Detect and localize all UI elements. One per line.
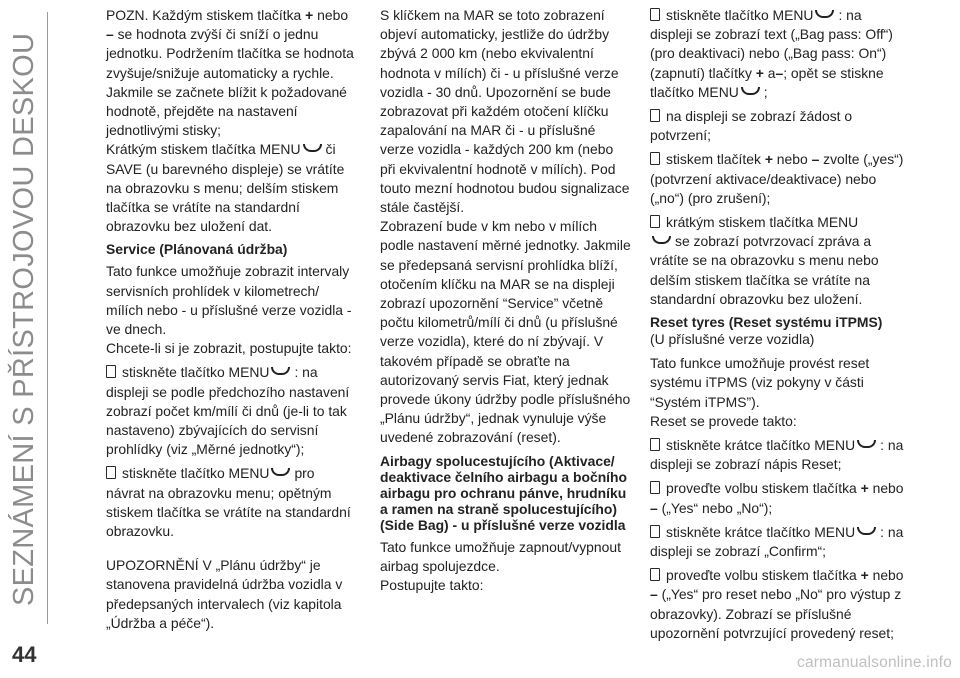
list-item: stiskněte krátce tlačítko MENU : na displeji se zobrazí nápis Reset;: [650, 437, 904, 473]
watermark: carmanualsonline.info: [797, 654, 952, 671]
page-number: 44: [12, 642, 37, 667]
list-item: proveďte volbu stiskem tlačítka + nebo – („Yes“ nebo „No“);: [650, 480, 904, 516]
airbag-paragraph: Tato funkce umožňuje zapnout/vypnout airbag spolujezdce. Postupujte takto:: [380, 538, 621, 594]
column-2: [380, 6, 632, 600]
menu-button-icon: [303, 144, 322, 152]
sidebar-divider: [47, 12, 48, 624]
list-item: na displeji se zobrazí žádost o potvrzení;: [650, 108, 853, 144]
menu-button-icon: [857, 440, 876, 448]
bullet-icon: [106, 466, 116, 479]
chapter-title-vertical: [2, 16, 44, 616]
column-3: [650, 6, 906, 648]
bullet-icon: [650, 215, 660, 228]
heading-reset-tyres: Reset tyres (Reset systému iTPMS): [650, 314, 883, 331]
warning-paragraph: UPOZORNĚNÍ V „Plánu údržby“ je stanovena pravidelná údržba vozidla v předepsaných intervalech (viz kapitola „Údržba a péče“).: [106, 557, 343, 631]
menu-button-icon: [741, 87, 760, 95]
list-item: stiskem tlačítek + nebo – zvolte („yes“) (potvrzení aktivace/deaktivace) nebo („no“) (pro zrušení);: [650, 151, 904, 206]
plus-symbol: +: [305, 7, 314, 23]
bullet-icon: [650, 525, 660, 538]
plus-symbol: +: [764, 151, 773, 168]
bullet-icon: [650, 568, 660, 581]
heading-reset-subtitle: (U příslušné verze vozidla): [650, 331, 815, 348]
menu-button-icon: [652, 236, 671, 244]
list-item: stiskněte tlačítko MENU : na displeji se zobrazí text („Bag pass: Off“) (pro deaktivaci) nebo („Bag pass: On“) (zapnutí) tlačítky + a–; opět se stiskne tlačítko MENU ;: [650, 7, 893, 100]
minus-symbol: –: [106, 26, 114, 43]
heading-airbag: Airbagy spolucestujícího (Aktivace/ deaktivace čelního airbagu a bočního airbagu pro ochranu pánve, hrudníku a ramen na straně spolucestujícího) (Side Bag) - u příslušné verze vozidla: [380, 452, 628, 533]
bullet-icon: [650, 438, 660, 451]
minus-symbol: –: [650, 499, 658, 516]
list-item: proveďte volbu stiskem tlačítka + nebo – („Yes“ pro reset nebo „No“ pro výstup z obrazovky). Zobrazí se příslušné upozornění potvrzující provedený reset;: [650, 567, 904, 641]
heading-service: Service (Plánovaná údržba): [106, 241, 288, 258]
minus-symbol: –: [811, 151, 820, 168]
plus-symbol: +: [860, 567, 869, 584]
minus-symbol: –: [650, 586, 658, 603]
service-paragraph: Tato funkce umožňuje zobrazit intervaly servisních prohlídek v kilometrech/ mílích nebo - u příslušné verze vozidla - ve dnech. Chcete-li si je zobrazit, postupujte takto:: [106, 263, 352, 357]
column-1: [106, 6, 356, 638]
plus-symbol: +: [860, 480, 869, 497]
service-display-paragraph: S klíčkem na MAR se toto zobrazení objeví automaticky, jestliže do údržby zbývá 2 000 km (nebo ekvivalentní hodnota v mílích) či - u příslušné verze vozidla - 30 dnů. Upozornění se bude zobrazovat při každém otočení klíčku zapalování na MAR či - u příslušné verze vozidla - každých 200 km (nebo při ekvivalentní hodnotě v mílích). Pod touto mezní hodnotou budou signalizace stále častější. Zobrazení bude v km nebo v mílích podle nastavení měrné jednotky. Jakmile se předepsaná servisní prohlídka blíží, otočením klíčku na MAR se na displeji zobrazí upozornění “Service” včetně počtu kilometrů/mílí či dnů (u příslušné verze vozidla), které do ní zbývají. V takovém případě se obraťte na autorizovaný servis Fiat, který jednak provede úkony údržby podle příslušného „Plánu údržby“, jednak vynuluje výše uvedené zobrazování (reset).: [380, 7, 631, 446]
menu-button-icon: [815, 10, 834, 18]
reset-paragraph: Tato funkce umožňuje provést reset systému iTPMS (viz pokyny v části “Systém iTPMS”). Reset se provede takto:: [650, 355, 870, 429]
note-paragraph: POZN. Každým stiskem tlačítka + nebo – se hodnota zvýší či sníží o jednu jednotku. Podržením tlačítka se hodnota zvyšuje/snižuje automaticky a rychle. Jakmile se začnete blížit k požadované hodnotě, přejděte na nastavení jednotlivými stisky; Krátkým stiskem tlačítka MENU či SAVE (u barevného displeje) se vrátíte na obrazovku s menu; delším stiskem tlačítka se vrátíte na standardní obrazovku bez uložení dat.: [106, 7, 354, 235]
bullet-icon: [650, 481, 660, 494]
list-item: stiskněte tlačítko MENU pro návrat na obrazovku menu; opětným stiskem tlačítka se vrátíte na standardní obrazovku.: [106, 465, 351, 540]
chapter-title-text: SEZNÁMENÍ S PŘÍSTROJOVOU DESKOU: [8, 32, 40, 606]
bullet-icon: [650, 8, 660, 21]
bullet-icon: [650, 152, 660, 165]
plus-symbol: +: [755, 64, 764, 81]
list-item: krátkým stiskem tlačítka MENU se zobrazí potvrzovací zpráva a vrátíte se na obrazovku s menu nebo delším stiskem tlačítka se vrátíte na standardní obrazovku bez uložení.: [650, 214, 879, 307]
list-item: stiskněte krátce tlačítko MENU : na displeji se zobrazí „Confirm“;: [650, 523, 904, 560]
bullet-icon: [650, 109, 660, 122]
bullet-icon: [106, 365, 116, 378]
minus-symbol: –: [775, 64, 784, 81]
list-item: stiskněte tlačítko MENU : na displeji se podle předchozího nastavení zobrazí počet km/mílí či dnů (je-li to tak nastaveno) zbývajících do servisní prohlídky (viz „Měrné jednotky“);: [106, 364, 350, 458]
menu-button-icon: [271, 468, 290, 476]
menu-button-icon: [857, 527, 876, 535]
menu-button-icon: [271, 367, 290, 375]
